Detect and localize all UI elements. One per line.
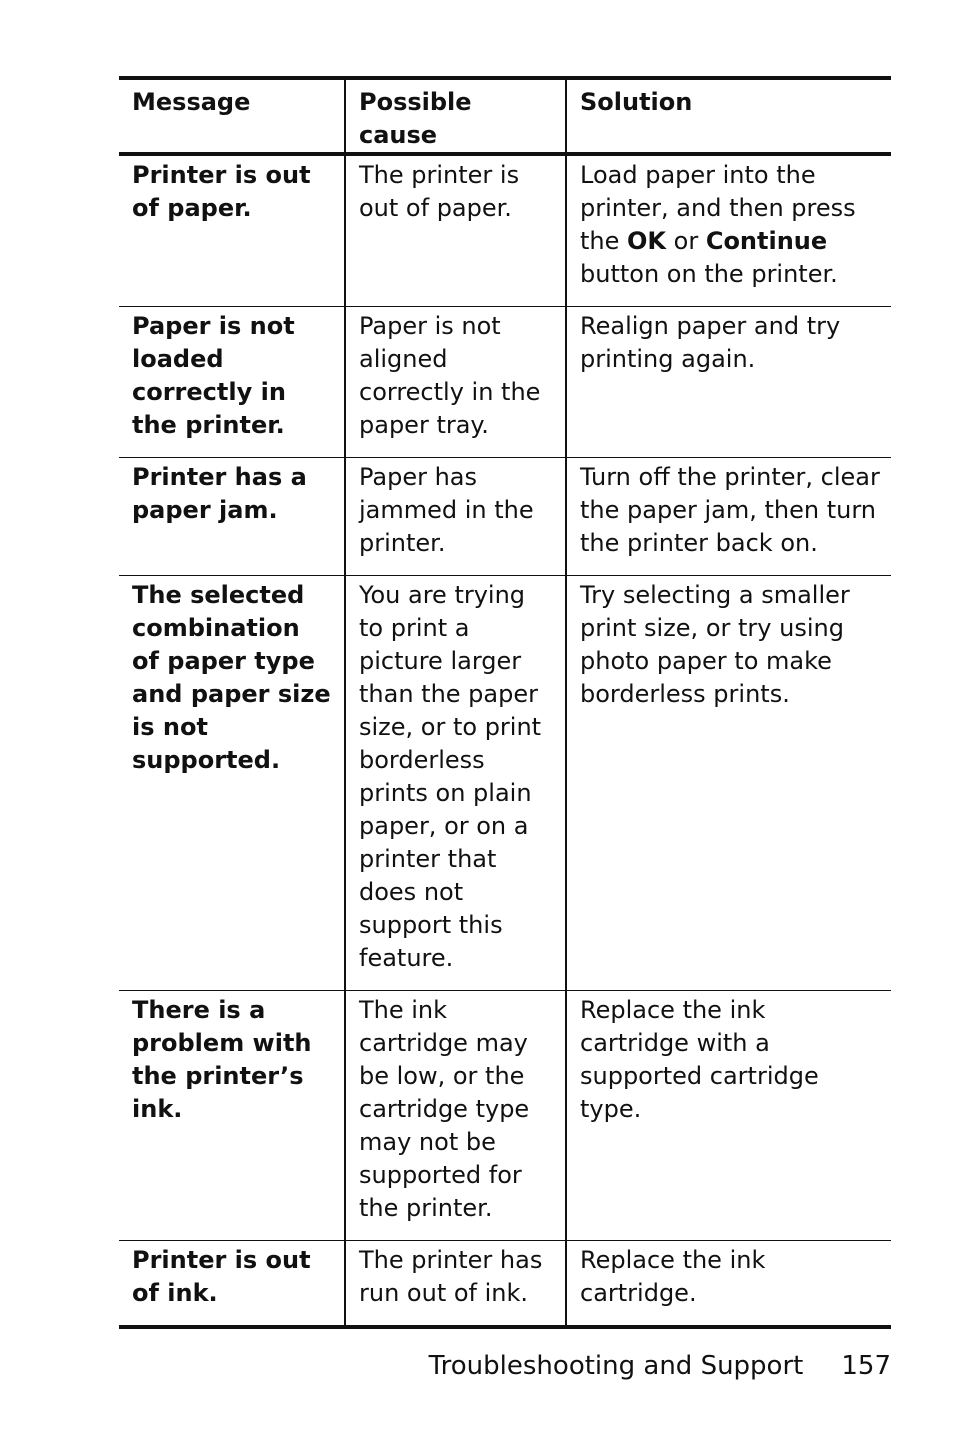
table-row xyxy=(119,154,891,307)
table-header-row xyxy=(119,78,891,154)
table-row xyxy=(119,991,891,1241)
header-possible-cause: Possible cause xyxy=(345,78,566,154)
message-cell: Paper is not loaded correctly in the printer. xyxy=(132,312,295,439)
table-row xyxy=(119,458,891,576)
solution-cell xyxy=(566,154,891,307)
solution-text: or xyxy=(666,227,706,255)
table-row xyxy=(119,307,891,458)
solution-text: button on the printer. xyxy=(580,260,838,288)
page-footer xyxy=(429,1350,891,1382)
message-cell: There is a problem with the printer’s ink. xyxy=(132,996,312,1123)
page-number: 157 xyxy=(841,1351,891,1381)
table-row xyxy=(119,1241,891,1328)
cause-cell: The printer is out of paper. xyxy=(345,154,566,307)
solution-text: Load paper into the printer, and then press the xyxy=(580,161,856,255)
cause-cell: Paper has jammed in the printer. xyxy=(345,458,566,576)
cause-cell: You are trying to print a picture larger than the paper size, or to print borderless prints on plain paper, or on a printer that does not support this feature. xyxy=(345,576,566,991)
message-cell: Printer is out of paper. xyxy=(132,161,311,222)
cause-cell: The printer has run out of ink. xyxy=(345,1241,566,1328)
header-solution: Solution xyxy=(566,78,891,154)
message-cell: Printer has a paper jam. xyxy=(132,463,307,524)
troubleshooting-table xyxy=(119,76,891,1329)
solution-cell: Realign paper and try printing again. xyxy=(566,307,891,458)
footer-section-title: Troubleshooting and Support xyxy=(428,1351,804,1381)
cause-cell: Paper is not aligned correctly in the paper tray. xyxy=(345,307,566,458)
continue-button-label: Continue xyxy=(705,227,828,255)
solution-cell: Replace the ink cartridge with a supported cartridge type. xyxy=(566,991,891,1241)
cause-cell: The ink cartridge may be low, or the cartridge type may not be supported for the printer. xyxy=(345,991,566,1241)
solution-cell: Try selecting a smaller print size, or try using photo paper to make borderless prints. xyxy=(566,576,891,991)
message-cell: Printer is out of ink. xyxy=(132,1246,311,1307)
message-cell: The selected combination of paper type and paper size is not supported. xyxy=(132,581,331,774)
header-message: Message xyxy=(132,88,251,116)
solution-cell: Replace the ink cartridge. xyxy=(566,1241,891,1328)
table-row xyxy=(119,576,891,991)
ok-button-label: OK xyxy=(627,227,667,255)
solution-cell: Turn off the printer, clear the paper jam, then turn the printer back on. xyxy=(566,458,891,576)
